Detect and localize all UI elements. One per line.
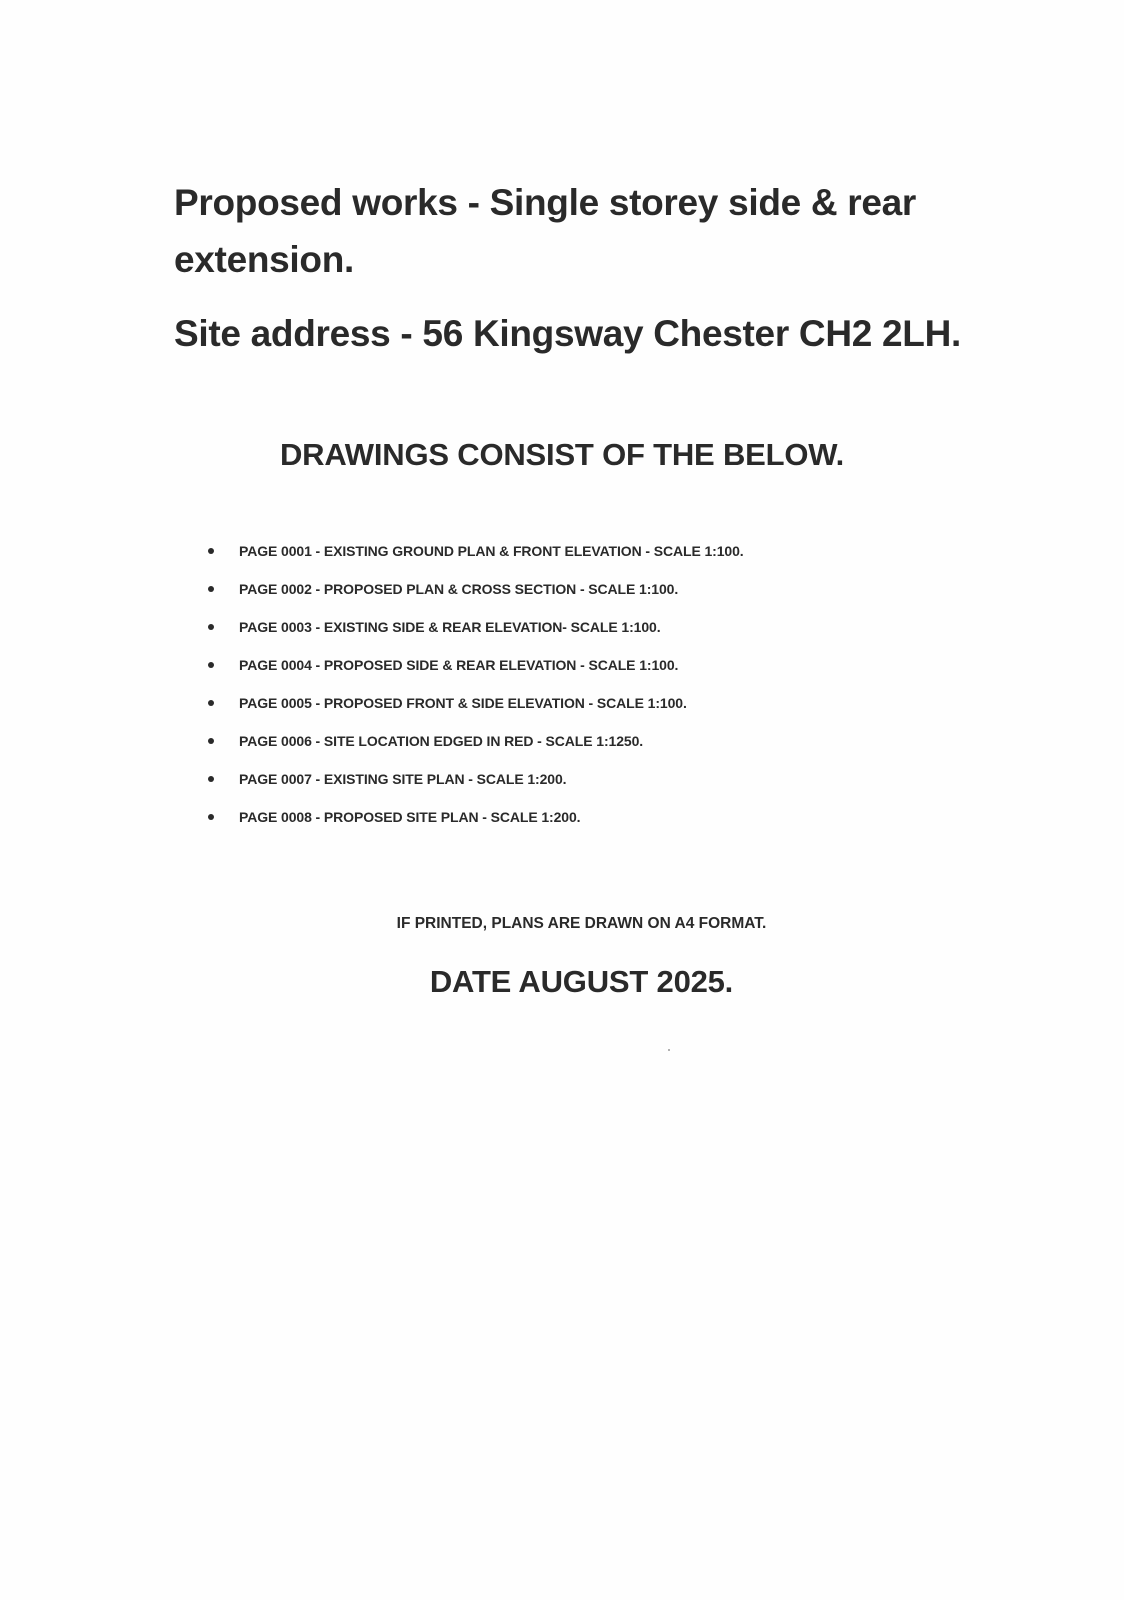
drawings-list	[206, 536, 744, 840]
bullet-icon	[208, 548, 214, 554]
drawing-item-label: PAGE 0001 - EXISTING GROUND PLAN & FRONT ELEVATION - SCALE 1:100.	[239, 543, 744, 559]
drawing-item-label: PAGE 0008 - PROPOSED SITE PLAN - SCALE 1:200.	[239, 809, 581, 825]
bullet-icon	[208, 814, 214, 820]
drawing-item-label: PAGE 0002 - PROPOSED PLAN & CROSS SECTION - SCALE 1:100.	[239, 581, 679, 597]
list-item	[206, 764, 744, 802]
bullet-icon	[208, 738, 214, 744]
drawing-item-label: PAGE 0007 - EXISTING SITE PLAN - SCALE 1:200.	[239, 771, 567, 787]
document-date: DATE AUGUST 2025.	[429, 964, 734, 999]
print-format-note: IF PRINTED, PLANS ARE DRAWN ON A4 FORMAT.	[396, 915, 767, 932]
drawing-item-label: PAGE 0004 - PROPOSED SIDE & REAR ELEVATION - SCALE 1:100.	[239, 657, 679, 673]
site-address-heading: Site address - 56 Kingsway Chester CH2 2LH.	[174, 313, 961, 354]
drawing-item-label: PAGE 0005 - PROPOSED FRONT & SIDE ELEVATION - SCALE 1:100.	[239, 695, 687, 711]
list-item	[206, 650, 744, 688]
list-item	[206, 688, 744, 726]
proposed-works-heading: Proposed works - Single storey side & rear extension.	[174, 182, 917, 280]
drawing-item-label: PAGE 0003 - EXISTING SIDE & REAR ELEVATION- SCALE 1:100.	[239, 619, 661, 635]
drawing-item-label: PAGE 0006 - SITE LOCATION EDGED IN RED - SCALE 1:1250.	[239, 733, 644, 749]
list-item	[206, 802, 744, 840]
scan-speck	[668, 1049, 670, 1051]
list-item	[206, 574, 744, 612]
bullet-icon	[208, 700, 214, 706]
bullet-icon	[208, 624, 214, 630]
drawings-heading: DRAWINGS CONSIST OF THE BELOW.	[279, 437, 845, 472]
bullet-icon	[208, 776, 214, 782]
list-item	[206, 612, 744, 650]
bullet-icon	[208, 662, 214, 668]
list-item	[206, 726, 744, 764]
bullet-icon	[208, 586, 214, 592]
list-item	[206, 536, 744, 574]
